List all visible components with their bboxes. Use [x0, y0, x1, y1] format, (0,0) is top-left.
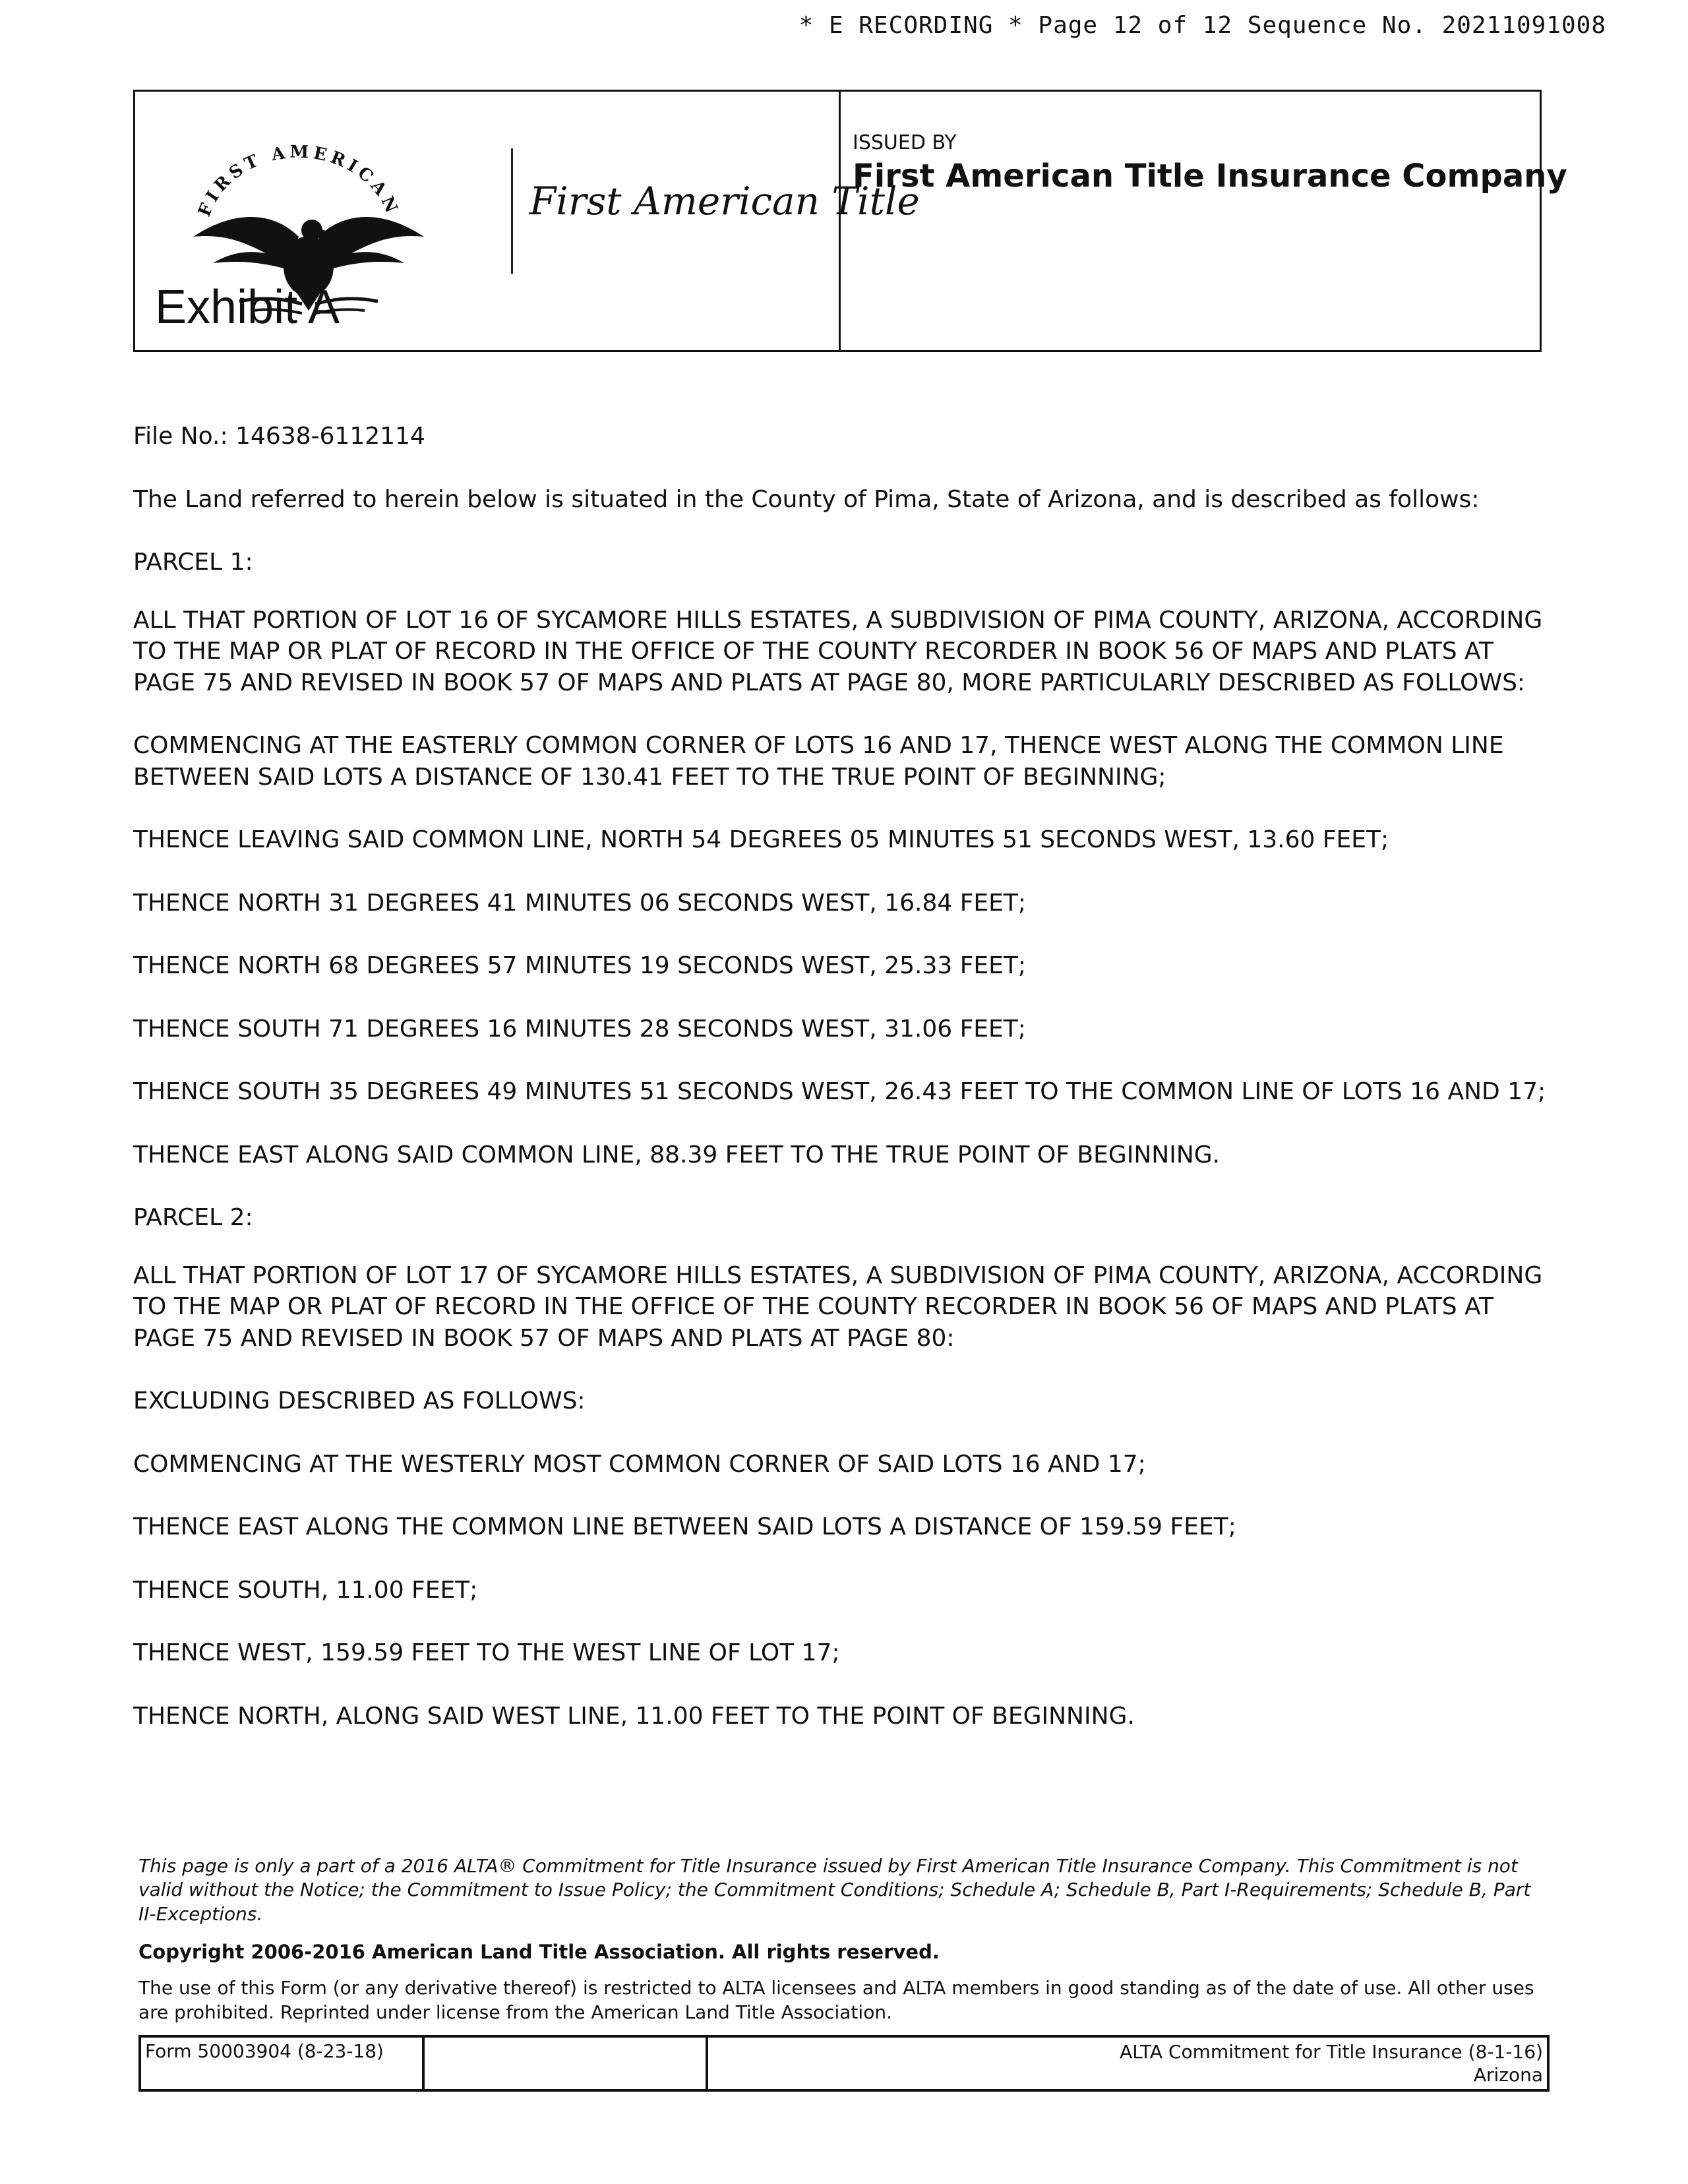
file-number: File No.: 14638-6112114 — [133, 423, 425, 450]
form-title-line-1: ALTA Commitment for Title Insurance (8-1-16) — [1120, 2041, 1543, 2063]
exhibit-label: Exhibit A — [155, 281, 340, 334]
form-number: Form 50003904 (8-23-18) — [141, 2038, 425, 2089]
issuer-cell — [841, 92, 1567, 350]
form-title-line-2: Arizona — [1473, 2064, 1543, 2086]
parcel-2-call: THENCE SOUTH, 11.00 FEET; — [133, 1576, 478, 1604]
form-footer — [138, 2035, 1550, 2092]
parcel-1-call: THENCE SOUTH 71 DEGREES 16 MINUTES 28 SECONDS WEST, 31.06 FEET; — [133, 1015, 1026, 1043]
parcel-1-call: THENCE NORTH 68 DEGREES 57 MINUTES 19 SECONDS WEST, 25.33 FEET; — [133, 952, 1027, 980]
parcel-1-call: THENCE LEAVING SAID COMMON LINE, NORTH 54 DEGREES 05 MINUTES 51 SECONDS WEST, 13.60 FEET; — [133, 826, 1389, 854]
parcel-1-call: THENCE SOUTH 35 DEGREES 49 MINUTES 51 SECONDS WEST, 26.43 FEET TO THE COMMON LINE OF LOTS 16 AND 17; — [133, 1078, 1546, 1106]
license-text: The use of this Form (or any derivative thereof) is restricted to ALTA licensees and ALTA members in good standing as of the date of use. All other uses are prohibited. Reprinted under license from the American Land Title Association. — [138, 1977, 1534, 2023]
issuer-name: First American Title Insurance Company — [853, 158, 1567, 195]
legal-description — [133, 421, 1557, 1763]
eagle-icon — [167, 138, 497, 375]
parcel-2-heading: PARCEL 2: — [133, 1204, 253, 1232]
form-title — [708, 2038, 1547, 2089]
fineprint — [138, 1854, 1536, 2024]
brand-name: First American Title — [529, 179, 920, 224]
parcel-2-call: THENCE EAST ALONG THE COMMON LINE BETWEEN SAID LOTS A DISTANCE OF 159.59 FEET; — [133, 1513, 1236, 1541]
intro-paragraph: The Land referred to herein below is situated in the County of Pima, State of Arizona, and is described as follows: — [133, 485, 1480, 513]
parcel-1-call: COMMENCING AT THE EASTERLY COMMON CORNER OF LOTS 16 AND 17, THENCE WEST ALONG THE COMMON LINE BETWEEN SAID LOTS A DISTANCE OF 130.41 FEET TO THE TRUE POINT OF BEGINNING; — [133, 732, 1504, 791]
logo-ring-text: FIRST AMERICAN — [195, 142, 403, 220]
parcel-2-call: THENCE WEST, 159.59 FEET TO THE WEST LINE OF LOT 17; — [133, 1639, 840, 1667]
parcel-2-description: ALL THAT PORTION OF LOT 17 OF SYCAMORE HILLS ESTATES, A SUBDIVISION OF PIMA COUNTY, ARIZONA, ACCORDING TO THE MAP OR PLAT OF RECORD IN THE OFFICE OF THE COUNTY RECORDER IN BOOK 56 OF MAPS AND PLATS AT PAGE 75 AND REVISED IN BOOK 57 OF MAPS AND PLATS AT PAGE 80: — [133, 1261, 1543, 1352]
form-footer-blank — [425, 2038, 708, 2089]
commitment-notice: This page is only a part of a 2016 ALTA® Commitment for Title Insurance issued by First American Title Insurance Company. This Commitment is not valid without the Notice; the Commitment to Issue Policy; the Commitment Conditions; Schedule A; Schedule B, Part I-Requirements; Schedule B, Part II-Exceptions. — [138, 1855, 1531, 1925]
parcel-1-description: ALL THAT PORTION OF LOT 16 OF SYCAMORE HILLS ESTATES, A SUBDIVISION OF PIMA COUNTY, ARIZONA, ACCORDING TO THE MAP OR PLAT OF RECORD IN THE OFFICE OF THE COUNTY RECORDER IN BOOK 56 OF MAPS AND PLATS AT PAGE 75 AND REVISED IN BOOK 57 OF MAPS AND PLATS AT PAGE 80, MORE PARTICULARLY DESCRIBED AS FOLLOWS: — [133, 606, 1543, 696]
parcel-2-exclusion: EXCLUDING DESCRIBED AS FOLLOWS: — [133, 1387, 586, 1415]
parcel-2-call: THENCE NORTH, ALONG SAID WEST LINE, 11.00 FEET TO THE POINT OF BEGINNING. — [133, 1702, 1135, 1730]
parcel-1-call: THENCE EAST ALONG SAID COMMON LINE, 88.39 FEET TO THE TRUE POINT OF BEGINNING. — [133, 1141, 1221, 1168]
svg-text:FIRST AMERICAN — [195, 142, 403, 220]
parcel-1-call: THENCE NORTH 31 DEGREES 41 MINUTES 06 SECONDS WEST, 16.84 FEET; — [133, 889, 1027, 917]
copyright-line: Copyright 2006-2016 American Land Title Association. All rights reserved. — [138, 1941, 940, 1964]
issued-by-label: ISSUED BY — [853, 131, 957, 154]
recording-header: * E RECORDING * Page 12 of 12 Sequence No. 20211091008 — [799, 12, 1606, 39]
document-header — [133, 90, 1567, 352]
logo-divider — [511, 148, 513, 274]
parcel-1-heading: PARCEL 1: — [133, 549, 253, 576]
parcel-2-call: COMMENCING AT THE WESTERLY MOST COMMON CORNER OF SAID LOTS 16 AND 17; — [133, 1450, 1146, 1478]
